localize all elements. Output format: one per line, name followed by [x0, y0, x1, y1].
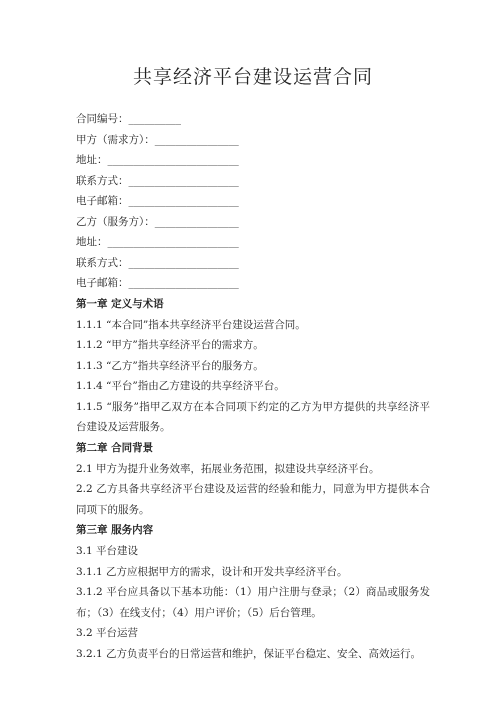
chapter-2 [76, 438, 430, 521]
field-contract-number [76, 109, 430, 130]
field-party-a-email [76, 191, 430, 212]
field-label: 地址： [76, 154, 108, 166]
field-party-a [76, 130, 430, 151]
field-label: 电子邮箱： [76, 195, 129, 207]
clause: 1.1.1 “本合同”指本共享经济平台建设运营合同。 [76, 318, 306, 331]
field-blank: _____________________ [128, 195, 239, 207]
field-blank: _________________________ [107, 154, 239, 166]
field-blank: _____________________ [128, 174, 239, 187]
chapter-heading: 第一章 定义与术语 [76, 297, 164, 310]
clause: 3.2 平台运营 [76, 627, 139, 639]
field-blank: __________ [128, 113, 181, 125]
field-blank: _____________________ [128, 256, 239, 269]
clause: 2.1 甲方为提升业务效率，拓展业务范围，拟建设共享经济平台。 [76, 462, 380, 475]
field-label: 乙方（服务方）： [76, 215, 155, 228]
chapter-1 [76, 294, 430, 438]
clause: 1.1.2 “甲方”指共享经济平台的需求方。 [76, 339, 264, 351]
field-label: 电子邮箱： [76, 277, 129, 289]
field-label: 地址： [76, 236, 108, 248]
contract-title: 共享经济平台建设运营合同 [132, 66, 373, 88]
field-label: 联系方式： [76, 174, 129, 187]
field-party-b-contact [76, 253, 430, 274]
field-party-a-address [76, 150, 430, 171]
field-party-b-address [76, 232, 430, 253]
clause: 3.1 平台建设 [76, 545, 139, 557]
chapter-heading: 第二章 合同背景 [76, 441, 154, 454]
field-label: 合同编号： [76, 113, 129, 125]
party-info-block [76, 109, 430, 294]
clause: 3.1.2 平台应具备以下基本功能：（1）用户注册与登录；（2）商品或服务发布；（3）在线支付；（4）用户评价；（5）后台管理。 [76, 586, 430, 619]
clause: 1.1.4 “平台”指由乙方建设的共享经济平台。 [76, 380, 285, 392]
field-blank: ________________ [154, 133, 239, 146]
clause: 1.1.3 “乙方”指共享经济平台的服务方。 [76, 359, 264, 372]
clause: 3.2.1 乙方负责平台的日常运营和维护，保证平台稳定、安全、高效运行。 [76, 647, 422, 660]
clause: 2.2 乙方具备共享经济平台建设及运营的经验和能力，同意为甲方提供本合同项下的服务。 [76, 483, 430, 516]
field-blank: _________________________ [107, 236, 239, 248]
clause: 1.1.5 “服务”指甲乙双方在本合同项下约定的乙方为甲方提供的共享经济平台建设及运营服务。 [76, 400, 430, 433]
field-party-a-contact [76, 171, 430, 192]
field-blank: _____________________ [128, 277, 239, 289]
field-blank: ________________ [154, 215, 239, 228]
field-label: 联系方式： [76, 256, 129, 269]
clause: 3.1.1 乙方应根据甲方的需求，设计和开发共享经济平台。 [76, 565, 348, 578]
field-party-b-email [76, 273, 430, 294]
chapter-3 [76, 520, 430, 664]
chapter-heading: 第三章 服务内容 [76, 524, 154, 536]
field-party-b [76, 212, 430, 233]
field-label: 甲方（需求方）： [76, 133, 155, 146]
